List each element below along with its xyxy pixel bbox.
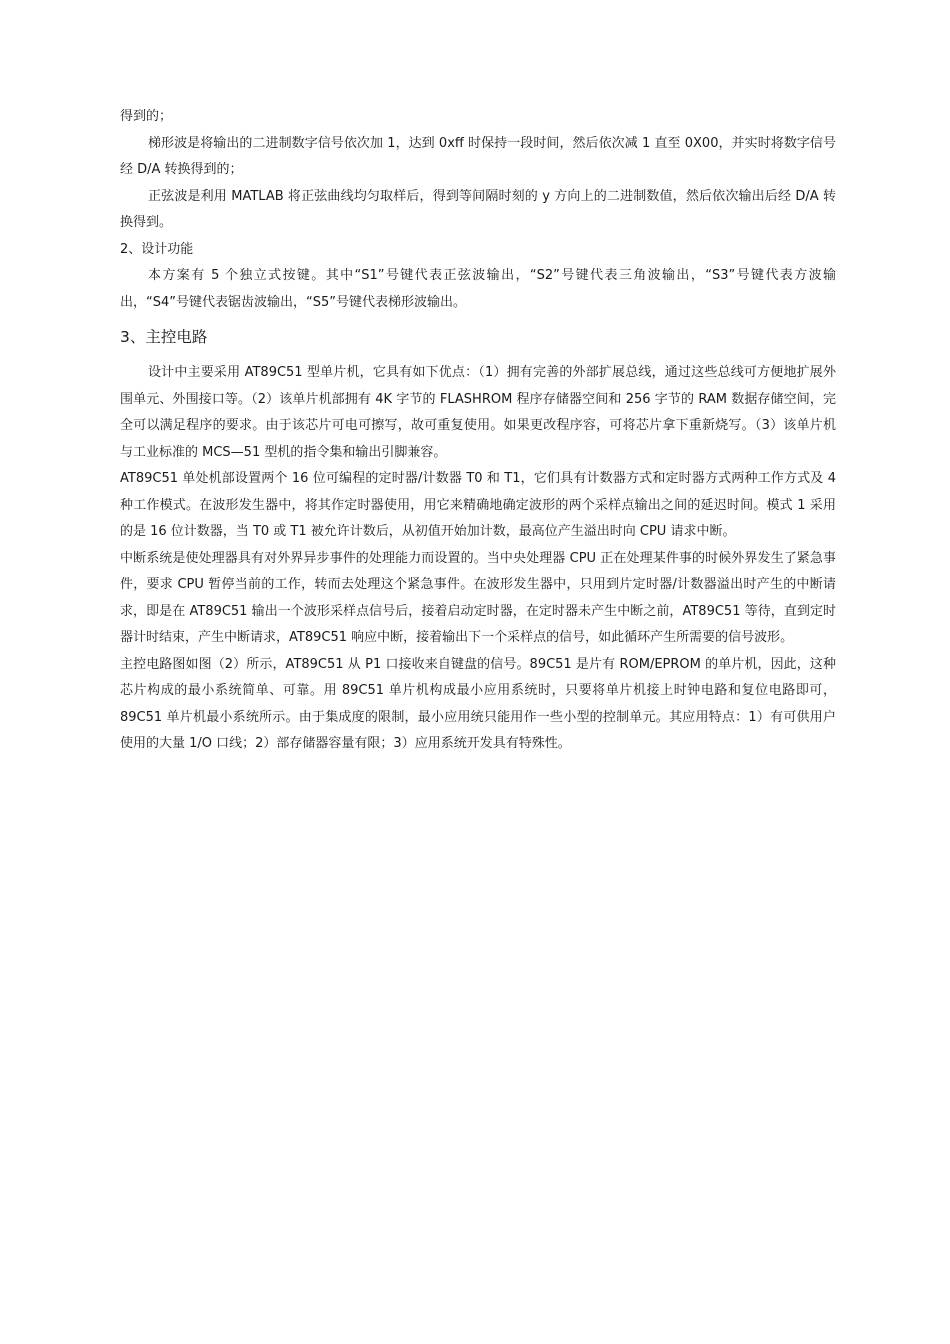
paragraph-sine-wave: 正弦波是利用 MATLAB 将正弦曲线均匀取样后，得到等间隔时刻的 y 方向上的二进制数值，然后依次输出后经 D/A 转换得到。 — [120, 188, 836, 230]
paragraph-continuation: 得到的； — [120, 109, 173, 124]
paragraph-mcu-advantages: 设计中主要采用 AT89C51 型单片机，它具有如下优点：（1）拥有完善的外部扩展总线，通过这些总线可方便地扩展外围单元、外围接口等。（2）该单片机部拥有 4K 字节的 FLASHROM 程序存储器空间和 256 字节的 RAM 数据存储空间，完全可以满足程序的要求。由于该芯片可电可擦写，故可重复使用。如果更改程序容，可将芯片拿下重新烧写。（3）该单片机与工业标准的 MCS—51 型机的指令集和输出引脚兼容。 — [120, 365, 836, 460]
document-page — [120, 104, 836, 758]
paragraph-interrupt: 中断系统是使处理器具有对外界异步事件的处理能力而设置的。当中央处理器 CPU 正在处理某件事的时候外界发生了紧急事件，要求 CPU 暂停当前的工作，转而去处理这个紧急事件。在波形发生器中，只用到片定时器/计数器溢出时产生的中断请求，即是在 AT89C51 输出一个波形采样点信号后，接着启动定时器，在定时器未产生中断之前，AT89C51 等待，直到定时器计时结束，产生中断请求，AT89C51 响应中断，接着输出下一个采样点的信号，如此循环产生所需要的信号波形。 — [120, 550, 836, 645]
paragraph-trapezoid-wave: 梯形波是将输出的二进制数字信号依次加 1，达到 0xff 时保持一段时间，然后依次减 1 直至 0X00，并实时将数字信号经 D/A 转换得到的； — [120, 135, 836, 177]
section-heading-design-function: 2、设计功能 — [120, 241, 194, 257]
paragraph-keys: 本方案有 5 个独立式按键。其中“S1”号键代表正弦波输出，“S2”号键代表三角波输出，“S3”号键代表方波输出，“S4”号键代表锯齿波输出，“S5”号键代表梯形波输出。 — [120, 268, 836, 310]
section-heading-main-control-circuit: 3、主控电路 — [120, 328, 208, 346]
paragraph-timer: AT89C51 单处机部设置两个 16 位可编程的定时器/计数器 T0 和 T1，它们具有计数器方式和定时器方式两种工作方式及 4 种工作模式。在波形发生器中，将其作定时器使用，用它来精确地确定波形的两个采样点输出之间的延迟时间。模式 1 采用的是 16 位计数器，当 T0 或 T1 被允许计数后，从初值开始加计数，最高位产生溢出时向 CPU 请求中断。 — [120, 471, 836, 539]
paragraph-circuit: 主控电路图如图（2）所示，AT89C51 从 P1 口接收来自键盘的信号。89C51 是片有 ROM/EPROM 的单片机，因此，这种芯片构成的最小系统简单、可靠。用 89C51 单片机构成最小应用系统时，只要将单片机接上时钟电路和复位电路即可，89C51 单片机最小系统所示。由于集成度的限制，最小应用统只能用作一些小型的控制单元。其应用特点：1）有可供用户使用的大量 1/O 口线；2）部存储器容量有限；3）应用系统开发具有特殊性。 — [120, 656, 836, 751]
